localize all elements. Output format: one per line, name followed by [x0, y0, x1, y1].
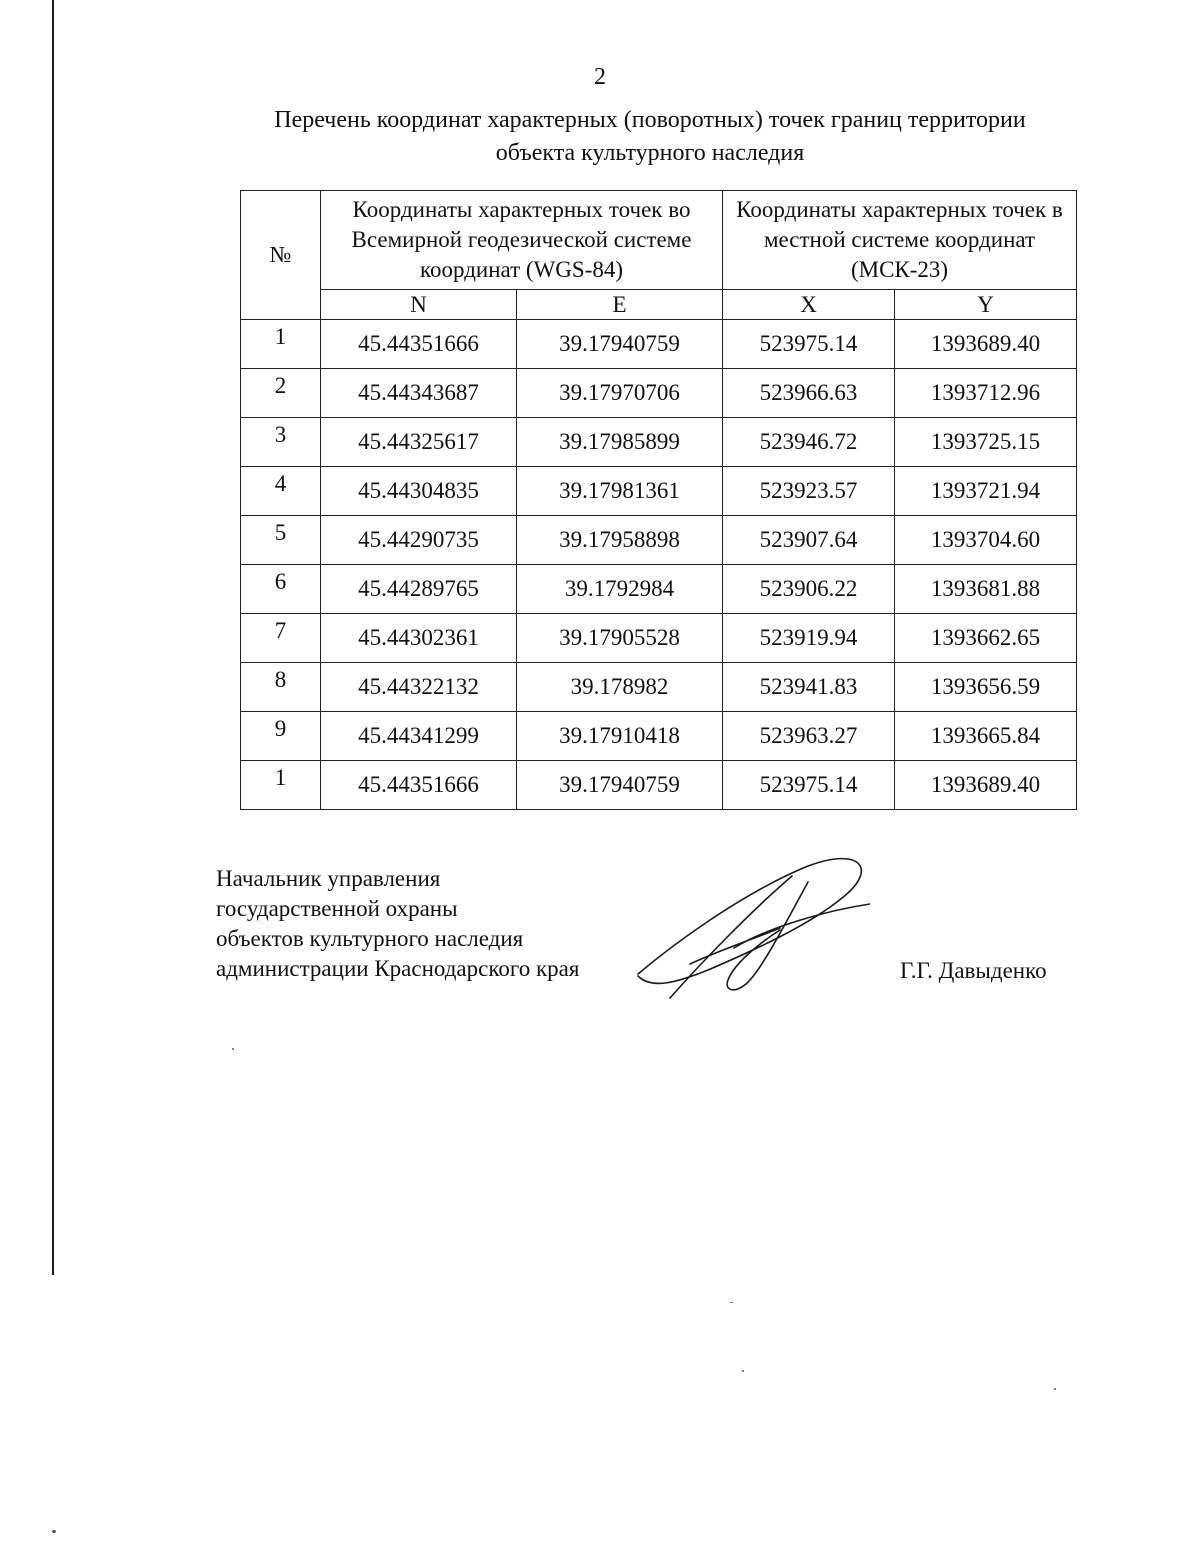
- table-row: [241, 663, 1077, 712]
- cell-n: 45.44304835: [321, 467, 517, 516]
- cell-x: 523923.57: [723, 467, 895, 516]
- scan-speck: [52, 1530, 56, 1533]
- header-e: E: [517, 290, 723, 320]
- coordinates-table: [240, 190, 1077, 810]
- table-row: [241, 614, 1077, 663]
- header-wgs84-group: Координаты характерных точек во Всемирной геодезической системе координат (WGS-84): [321, 191, 723, 290]
- header-n: N: [321, 290, 517, 320]
- cell-x: 523966.63: [723, 369, 895, 418]
- cell-number: 4: [241, 467, 321, 516]
- cell-x: 523975.14: [723, 320, 895, 369]
- cell-n: 45.44325617: [321, 418, 517, 467]
- cell-x: 523941.83: [723, 663, 895, 712]
- scan-speck: [730, 1302, 733, 1303]
- signatory-name: Г.Г. Давыденко: [900, 958, 1047, 983]
- header-y: Y: [895, 290, 1077, 320]
- header-number: №: [241, 191, 321, 320]
- cell-n: 45.44322132: [321, 663, 517, 712]
- cell-e: 39.1792984: [517, 565, 723, 614]
- cell-e: 39.17970706: [517, 369, 723, 418]
- scan-speck: [742, 1370, 744, 1372]
- cell-n: 45.44341299: [321, 712, 517, 761]
- cell-y: 1393665.84: [895, 712, 1077, 761]
- cell-x: 523919.94: [723, 614, 895, 663]
- cell-x: 523963.27: [723, 712, 895, 761]
- signatory-position-line-4: администрации Краснодарского края: [216, 956, 580, 981]
- scan-edge-line: [52, 0, 54, 1275]
- table-row: [241, 565, 1077, 614]
- cell-y: 1393704.60: [895, 516, 1077, 565]
- cell-number: 9: [241, 712, 321, 761]
- cell-e: 39.178982: [517, 663, 723, 712]
- cell-number: 2: [241, 369, 321, 418]
- cell-n: 45.44351666: [321, 761, 517, 810]
- cell-e: 39.17940759: [517, 761, 723, 810]
- header-x: X: [723, 290, 895, 320]
- cell-y: 1393656.59: [895, 663, 1077, 712]
- signatory-position: [216, 864, 579, 984]
- cell-y: 1393662.65: [895, 614, 1077, 663]
- document-title-line-2: объекта культурного наследия: [495, 140, 805, 166]
- cell-n: 45.44343687: [321, 369, 517, 418]
- cell-e: 39.17981361: [517, 467, 723, 516]
- cell-y: 1393689.40: [895, 320, 1077, 369]
- cell-number: 1: [241, 761, 321, 810]
- signatory-position-line-3: объектов культурного наследия: [216, 926, 524, 951]
- table-row: [241, 761, 1077, 810]
- cell-y: 1393712.96: [895, 369, 1077, 418]
- scan-speck: [1054, 1388, 1056, 1390]
- cell-x: 523906.22: [723, 565, 895, 614]
- cell-y: 1393721.94: [895, 467, 1077, 516]
- table-row: [241, 418, 1077, 467]
- cell-e: 39.17985899: [517, 418, 723, 467]
- cell-n: 45.44290735: [321, 516, 517, 565]
- signatory-position-line-1: Начальник управления: [216, 866, 441, 891]
- table-row: [241, 369, 1077, 418]
- cell-n: 45.44351666: [321, 320, 517, 369]
- handwritten-signature: [630, 852, 870, 1002]
- cell-number: 8: [241, 663, 321, 712]
- table-row: [241, 712, 1077, 761]
- cell-y: 1393725.15: [895, 418, 1077, 467]
- cell-n: 45.44302361: [321, 614, 517, 663]
- table-row: [241, 467, 1077, 516]
- cell-number: 1: [241, 320, 321, 369]
- cell-number: 3: [241, 418, 321, 467]
- cell-number: 5: [241, 516, 321, 565]
- cell-e: 39.17940759: [517, 320, 723, 369]
- cell-e: 39.17910418: [517, 712, 723, 761]
- document-title: [200, 104, 1100, 170]
- signatory-position-line-2: государственной охраны: [216, 896, 458, 921]
- page-number: 2: [594, 64, 606, 90]
- cell-y: 1393681.88: [895, 565, 1077, 614]
- table-row: [241, 320, 1077, 369]
- header-msk23-group: Координаты характерных точек в местной системе координат (МСК-23): [723, 191, 1077, 290]
- cell-n: 45.44289765: [321, 565, 517, 614]
- table-row: [241, 516, 1077, 565]
- document-title-line-1: Перечень координат характерных (поворотных) точек границ территории: [274, 107, 1026, 133]
- cell-number: 6: [241, 565, 321, 614]
- scan-speck: [232, 1048, 234, 1050]
- cell-x: 523946.72: [723, 418, 895, 467]
- cell-x: 523907.64: [723, 516, 895, 565]
- cell-x: 523975.14: [723, 761, 895, 810]
- table-subheader-row: [241, 290, 1077, 320]
- table-header-row: [241, 191, 1077, 290]
- cell-number: 7: [241, 614, 321, 663]
- cell-y: 1393689.40: [895, 761, 1077, 810]
- cell-e: 39.17958898: [517, 516, 723, 565]
- cell-e: 39.17905528: [517, 614, 723, 663]
